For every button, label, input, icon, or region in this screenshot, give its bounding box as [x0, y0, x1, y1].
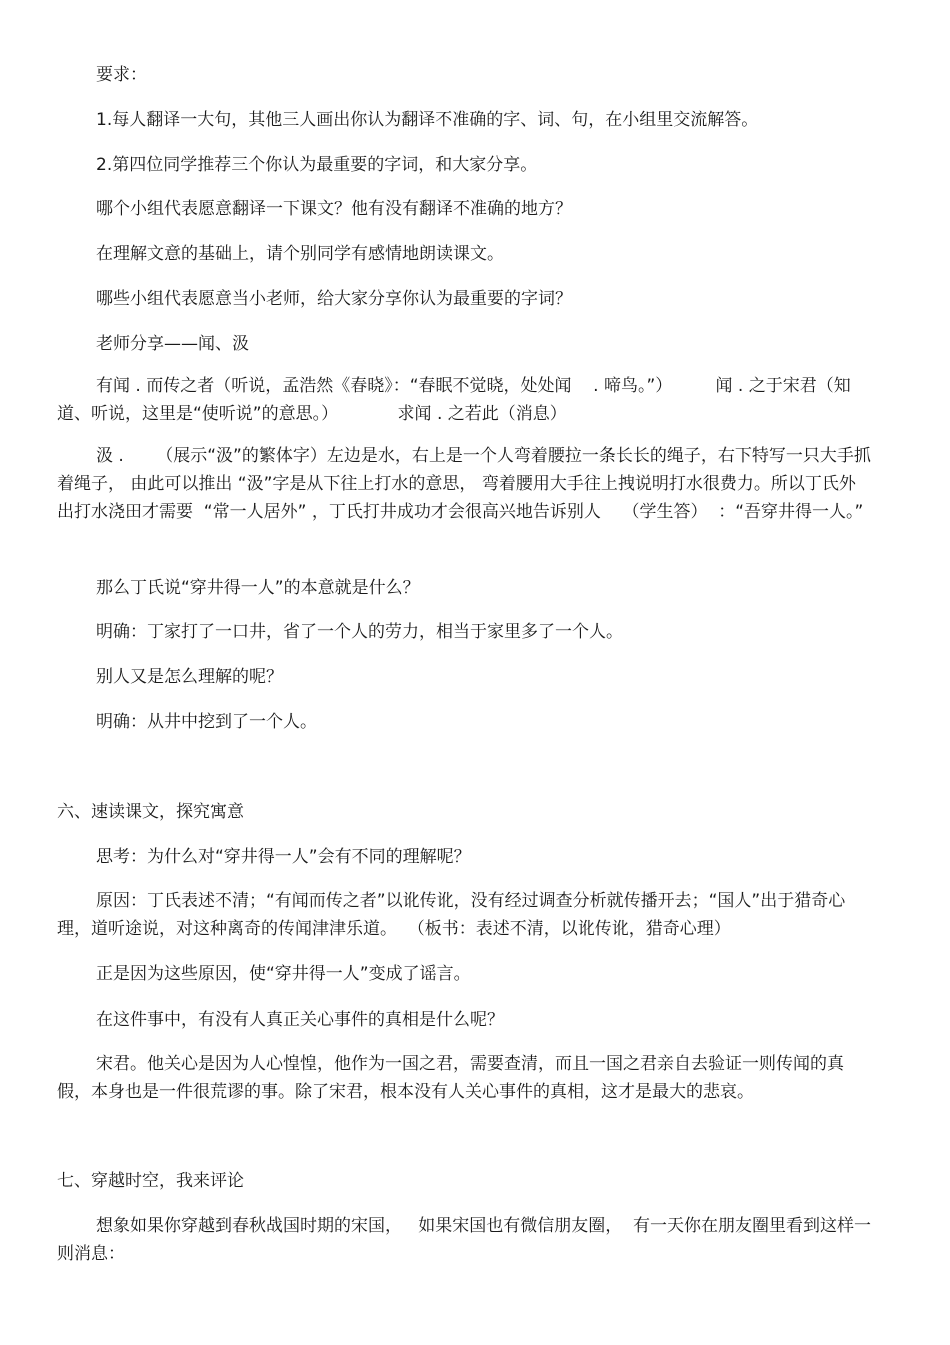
think-question: 思考：为什么对“穿井得一人”会有不同的理解呢？: [96, 847, 471, 867]
question-truth: 在这件事中，有没有人真正关心事件的真相是什么呢？: [96, 1010, 504, 1030]
instruction-read-aloud: 在理解文意的基础上，请个别同学有感情地朗读课文。: [96, 244, 504, 264]
word-ji-explanation: 汲 . （展示“汲”的繁体字）左边是水，右上是一个人弯着腰拉一条长长的绳子，右下特写一只大手抓着绳子， 由此可以推出 “汲”字是从下往上打水的意思， 弯着腰用大手往上拽说明打水很费力。所以丁氏外出打水浇田才需要 “常一人居外” ，丁氏打井成功才会很高兴地告诉别人 （学生答） ：“吾穿井得一人。”: [57, 446, 871, 522]
question-share-words: 哪些小组代表愿意当小老师，给大家分享你认为最重要的字词？: [96, 289, 572, 309]
answer-original-meaning: 明确：丁家打了一口井，省了一个人的劳力，相当于家里多了一个人。: [96, 622, 623, 642]
answer-others-understanding: 明确：从井中挖到了一个人。: [96, 712, 317, 732]
imagine-paragraph: 想象如果你穿越到春秋战国时期的宋国， 如果宋国也有微信朋友圈， 有一天你在朋友圈里看到这样一则消息：: [57, 1216, 872, 1264]
conclusion-rumor: 正是因为这些原因，使“穿井得一人”变成了谣言。: [96, 964, 471, 984]
requirement-2: 2.第四位同学推荐三个你认为最重要的字词，和大家分享。: [96, 155, 538, 175]
question-translate: 哪个小组代表愿意翻译一下课文？他有没有翻译不准确的地方？: [96, 199, 572, 219]
requirements-label: 要求：: [96, 65, 147, 85]
question-original-meaning: 那么丁氏说“穿井得一人”的本意就是什么？: [96, 578, 420, 598]
section-7-heading: 七、穿越时空，我来评论: [57, 1171, 244, 1191]
word-wen-explanation: 有闻 . 而传之者（听说，孟浩然《春晓》：“春眠不觉晓，处处闻 . 啼鸟。”） 闻 . 之于宋君（知道、听说，这里是“使听说”的意思。） 求闻 . 之若此（消息）: [57, 376, 851, 424]
answer-song-jun: 宋君。他关心是因为人心惶惶，他作为一国之君，需要查清，而且一国之君亲自去验证一则传闻的真假，本身也是一件很荒谬的事。除了宋君，根本没有人关心事件的真相，这才是最大的悲哀。: [57, 1054, 844, 1102]
section-6-heading: 六、速读课文，探究寓意: [57, 802, 244, 822]
question-others-understanding: 别人又是怎么理解的呢？: [96, 667, 283, 687]
requirement-1: 1.每人翻译一大句，其他三人画出你认为翻译不准确的字、词、句，在小组里交流解答。: [96, 110, 759, 130]
teacher-share-heading: 老师分享——闻、汲: [96, 334, 249, 354]
reason-paragraph: 原因：丁氏表述不清；“有闻而传之者”以讹传讹，没有经过调查分析就传播开去；“国人”出于猎奇心理，道听途说，对这种离奇的传闻津津乐道。 （板书：表述不清，以讹传讹，猎奇心理）: [57, 891, 846, 939]
